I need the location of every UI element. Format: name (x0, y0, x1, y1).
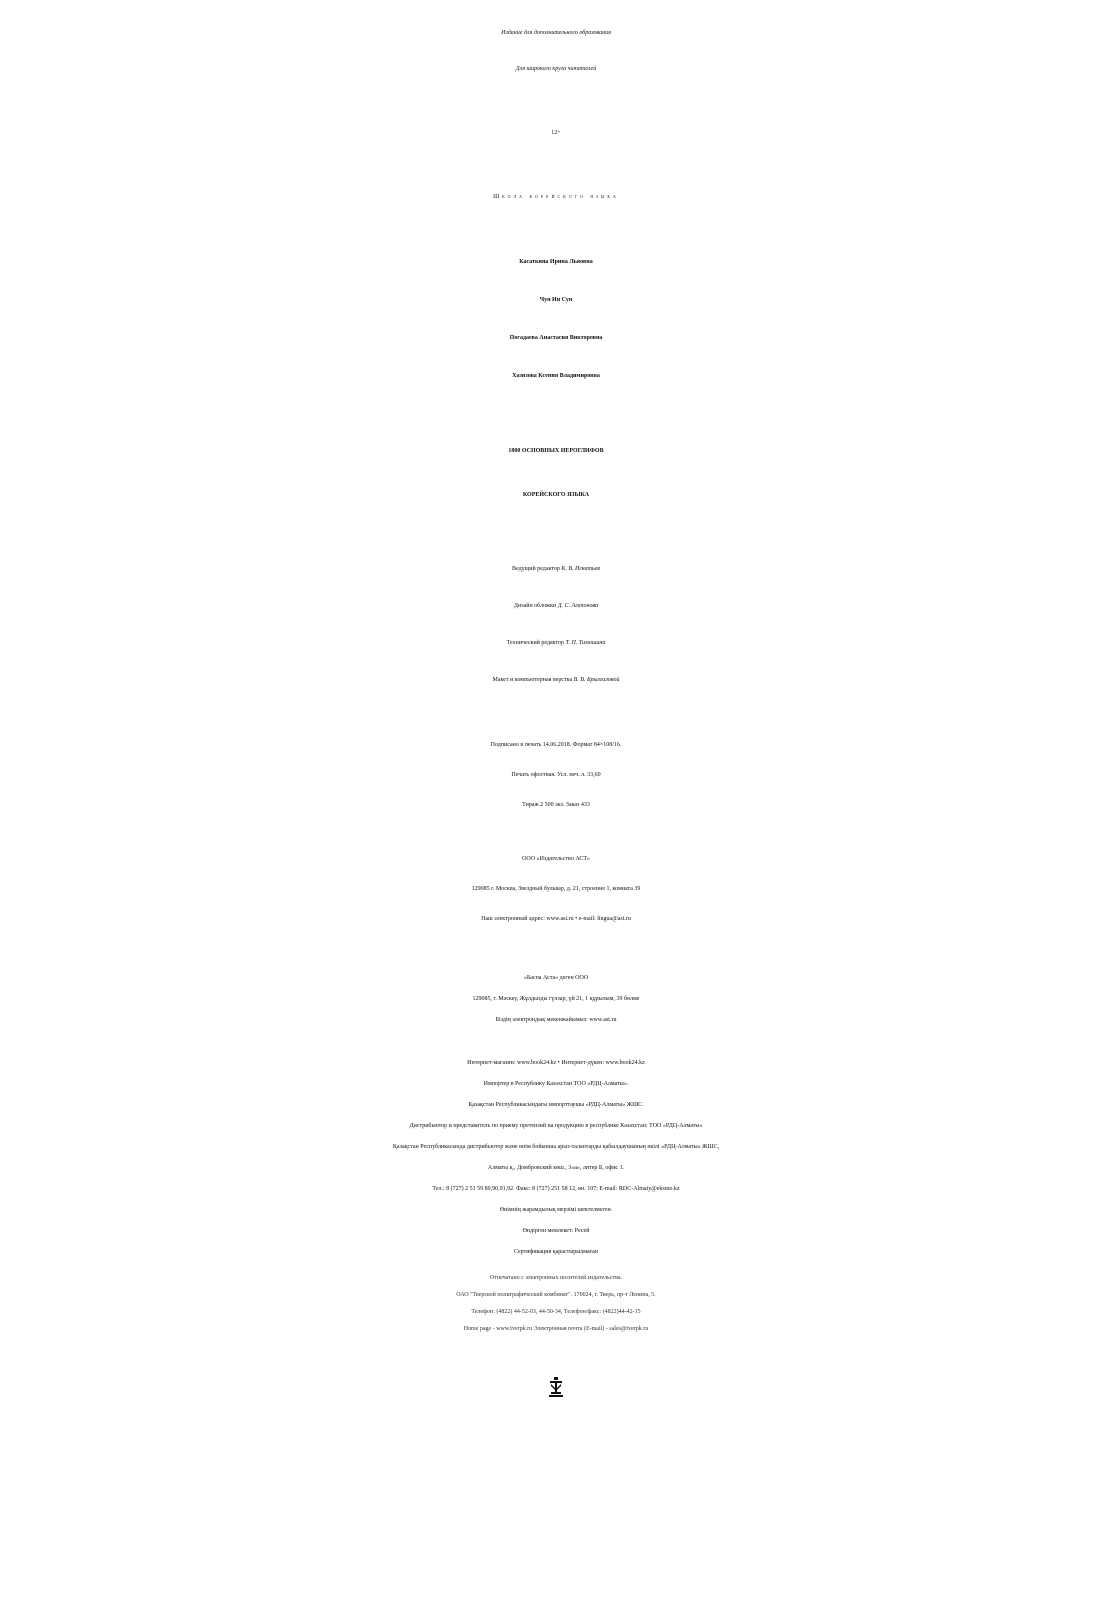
kazakh-publisher-line: Біздің электрондық мекенжайымыз: www.ast.ru (495, 1017, 617, 1023)
series-name: Школа корейского языка (493, 194, 619, 200)
print-info-line: Печать офсетная. Усл. печ. л. 33,60 (511, 772, 601, 778)
distribution-line: Сертификация қарастырылмаған (513, 1249, 599, 1255)
printer-line: ОАО "Тверской полиграфический комбинат". 170024, г. Тверь, пр-т Ленина, 5. (456, 1292, 656, 1298)
credit-name: В. В. Брызгаловой (573, 677, 620, 683)
credit-line (0, 677, 1112, 683)
printer-line: Home page - www.tverpk.ru Электронная почта (E-mail) - sales@tverpk.ru (463, 1326, 649, 1332)
book-title: КОРЕЙСКОГО ЯЗЫКА (522, 492, 590, 498)
distribution-line: Өндірген мемлекет: Ресей (522, 1228, 590, 1234)
edition-purpose: Издание для дополнительного образования (501, 30, 611, 36)
author: Погадаева Анастасия Викторовна (509, 335, 603, 341)
distribution-line: Импортер в Республику Казахстан ТОО «РДЦ-Алматы». (483, 1081, 629, 1087)
credit-line (0, 603, 1112, 609)
distribution-line: Қазақстан Республикасында дистрибьютор және өнім бойынша арыз-талаптарды қабылдаушының өкілі «РДЦ-Алматы» ЖШС, (392, 1144, 720, 1150)
author: Хазизова Ксения Владимировна (512, 373, 600, 379)
publisher-line: ООО «Издательство АСТ» (522, 856, 590, 862)
author: Чун Ин Сун (539, 297, 573, 303)
tverpk-logo-icon (548, 1376, 564, 1398)
credit-name: Д. С. Агапонова (557, 603, 599, 609)
credit-name: Т. П. Тимошина (565, 640, 606, 646)
printer-line: Телефон: (4822) 44-52-03, 44-50-34, Телефон/факс: (4822)44-42-15 (471, 1309, 641, 1315)
credit-line (0, 566, 1112, 572)
distribution-line: Өнімнің жарамдылық мерзімі шектелмеген. (499, 1207, 613, 1213)
edition-audience: Для широкого круга читателей (515, 66, 597, 72)
credit-line (0, 640, 1112, 646)
publisher-line: 129085 г. Москва, Звездный бульвар, д. 21, строение 1, комната 39 (471, 886, 641, 892)
age-rating: 12+ (551, 130, 561, 136)
credit-role: Макет и компьютерная верстка (492, 677, 573, 683)
author: Касаткина Ирина Львовна (519, 259, 593, 265)
credit-name: К. В. Игнатьев (561, 566, 600, 572)
distribution-line: Интернет-магазин: www.book24.kz • Интернет-дүкен: www.book24.kz (467, 1060, 645, 1066)
distribution-line: Алматы қ., Домбровский көш., 3«а», литер Б, офис 1. (487, 1165, 625, 1171)
credit-role: Технический редактор (506, 640, 565, 646)
book-title: 1800 ОСНОВНЫХ ИЕРОГЛИФОВ (508, 448, 604, 454)
printer-line: Отпечатано с электронных носителей издательства. (489, 1275, 623, 1281)
distribution-line: Қазақстан Республикасындағы импорттаушы «РДЦ-Алматы» ЖШС. (468, 1102, 644, 1108)
kazakh-publisher-line: «Баспа Аста» деген ООО (523, 975, 589, 981)
distribution-line: Тел.: 8 (727) 2 51 59 89,90,91,92. Факс: 8 (727) 251 58 12, вн. 107; E-mail: RDC-Almaty@eksmo.kz (432, 1186, 680, 1192)
distribution-line: Дистрибьютор и представитель по приему претензий на продукцию в республике Казахстан: ТОО «РДЦ-Алматы» (409, 1123, 703, 1129)
credit-role: Дизайн обложки (513, 603, 557, 609)
kazakh-publisher-line: 129085, г. Мәскеу, Жұлдызды гүлзар, үй 21, 1 құрылым, 39 бөлме (472, 996, 640, 1002)
publisher-line: Наш электронный адрес: www.ast.ru • e-mail: lingua@ast.ru (481, 916, 631, 922)
credit-role: Ведущий редактор (512, 566, 560, 572)
print-info-line: Тираж 2 500 экз. Заказ 433 (522, 802, 590, 808)
print-info-line: Подписано в печать 14.06.2018. Формат 84×108/16. (490, 742, 622, 748)
